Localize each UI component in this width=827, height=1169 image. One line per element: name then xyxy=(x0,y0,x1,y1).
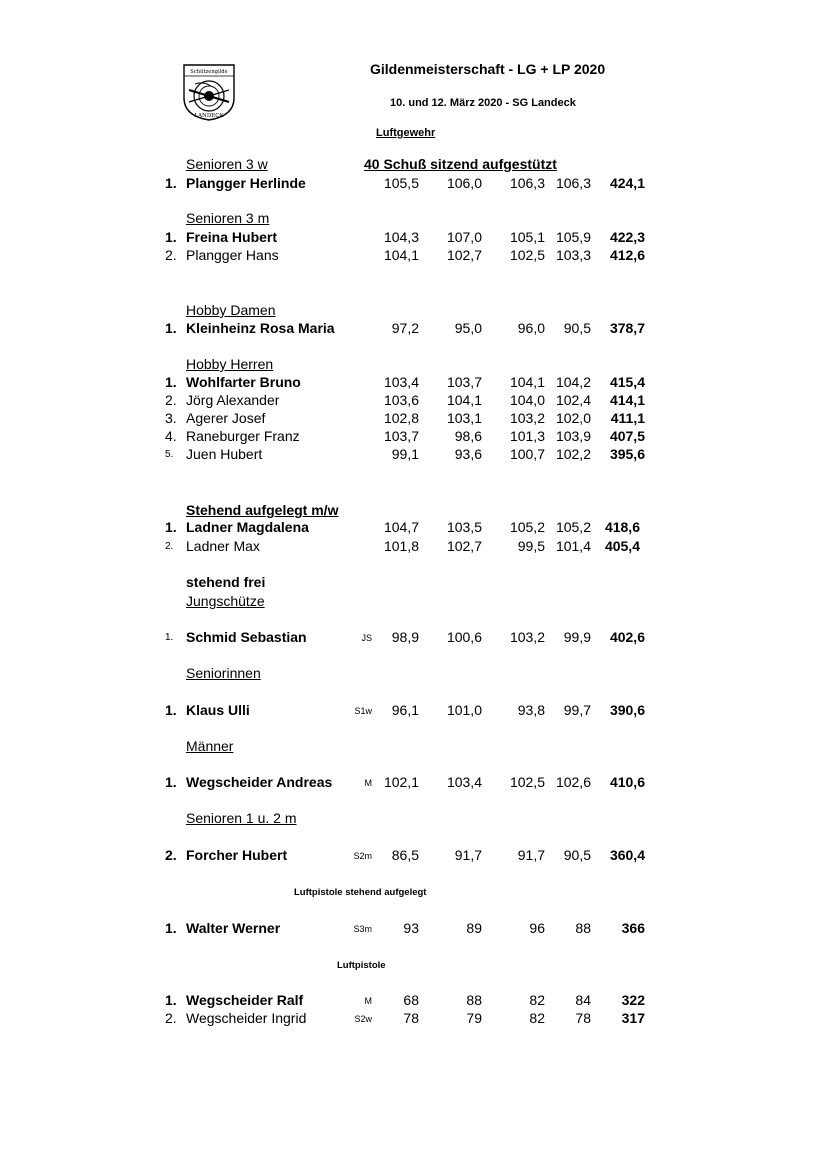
shooter-name: Juen Hubert xyxy=(186,446,263,462)
series-3: 105,2 xyxy=(509,519,545,535)
series-3: 101,3 xyxy=(509,428,545,444)
category-senioren-3w: Senioren 3 w xyxy=(186,156,268,172)
series-3: 103,2 xyxy=(509,410,545,426)
series-3: 93,8 xyxy=(517,702,545,718)
shooter-name: Klaus Ulli xyxy=(186,702,250,718)
total-score: 317 xyxy=(621,1010,645,1026)
rank: 4. xyxy=(165,428,177,444)
shooter-name: Agerer Josef xyxy=(186,410,266,426)
series-2: 88 xyxy=(466,992,482,1008)
series-1: 103,7 xyxy=(383,428,419,444)
series-4: 102,0 xyxy=(555,410,591,426)
club-logo xyxy=(181,62,237,122)
series-4: 88 xyxy=(575,920,591,936)
discipline-headline: 40 Schuß sitzend aufgestützt xyxy=(364,156,557,172)
total-score: 407,5 xyxy=(609,428,645,444)
category-maenner: Männer xyxy=(186,738,234,754)
series-2: 103,1 xyxy=(446,410,482,426)
series-3: 100,7 xyxy=(509,446,545,462)
series-1: 102,8 xyxy=(383,410,419,426)
series-4: 102,2 xyxy=(555,446,591,462)
series-4: 99,9 xyxy=(563,629,591,645)
series-4: 99,7 xyxy=(563,702,591,718)
class-code: M xyxy=(364,996,372,1006)
class-code: S1w xyxy=(354,706,372,716)
total-score: 418,6 xyxy=(604,519,640,535)
total-score: 360,4 xyxy=(609,847,645,863)
series-2: 98,6 xyxy=(454,428,482,444)
rank: 1. xyxy=(165,374,177,390)
rank: 1. xyxy=(165,920,177,936)
series-4: 102,4 xyxy=(555,392,591,408)
rank: 1. xyxy=(165,702,177,718)
result-row xyxy=(0,538,827,556)
result-row xyxy=(0,992,827,1010)
series-2: 103,4 xyxy=(446,774,482,790)
series-3: 104,0 xyxy=(509,392,545,408)
series-1: 99,1 xyxy=(391,446,419,462)
shooter-name: Raneburger Franz xyxy=(186,428,300,444)
result-row xyxy=(0,247,827,265)
series-3: 104,1 xyxy=(509,374,545,390)
series-1: 96,1 xyxy=(391,702,419,718)
section-luftpistole: Luftpistole xyxy=(337,960,386,971)
shooter-name: Wohlfarter Bruno xyxy=(186,374,301,390)
series-4: 101,4 xyxy=(555,538,591,554)
category-senioren-1-2m: Senioren 1 u. 2 m xyxy=(186,810,297,826)
section-luftgewehr: Luftgewehr xyxy=(376,127,436,139)
shooter-name: Jörg Alexander xyxy=(186,392,280,408)
series-4: 105,9 xyxy=(555,229,591,245)
section-luftpistole-stehend: Luftpistole stehend aufgelegt xyxy=(294,887,427,898)
series-4: 84 xyxy=(575,992,591,1008)
result-row xyxy=(0,410,827,428)
series-2: 101,0 xyxy=(446,702,482,718)
rank: 2. xyxy=(165,1010,177,1026)
series-1: 93 xyxy=(403,920,419,936)
shooter-name: Forcher Hubert xyxy=(186,847,288,863)
class-code: S2m xyxy=(353,851,372,861)
result-row xyxy=(0,920,827,938)
series-1: 78 xyxy=(403,1010,419,1026)
total-score: 378,7 xyxy=(609,320,645,336)
series-3: 102,5 xyxy=(509,774,545,790)
series-2: 103,5 xyxy=(446,519,482,535)
series-3: 96,0 xyxy=(517,320,545,336)
series-4: 78 xyxy=(575,1010,591,1026)
rank: 1. xyxy=(165,992,177,1008)
total-score: 322 xyxy=(621,992,645,1008)
category-stehend-frei: stehend frei xyxy=(186,574,266,590)
series-1: 86,5 xyxy=(391,847,419,863)
series-3: 106,3 xyxy=(509,175,545,191)
total-score: 390,6 xyxy=(609,702,645,718)
series-1: 103,4 xyxy=(383,374,419,390)
series-3: 82 xyxy=(529,1010,545,1026)
series-3: 105,1 xyxy=(509,229,545,245)
result-row xyxy=(0,629,827,647)
shooter-name: Wegscheider Andreas xyxy=(186,774,333,790)
result-row xyxy=(0,320,827,338)
shooter-name: Plangger Hans xyxy=(186,247,279,263)
rank: 3. xyxy=(165,410,177,426)
series-1: 104,3 xyxy=(383,229,419,245)
series-4: 103,9 xyxy=(555,428,591,444)
category-jungschuetze: Jungschütze xyxy=(186,593,265,609)
series-3: 99,5 xyxy=(517,538,545,554)
total-score: 402,6 xyxy=(609,629,645,645)
shooter-name: Ladner Max xyxy=(186,538,260,554)
total-score: 405,4 xyxy=(604,538,640,554)
total-score: 395,6 xyxy=(609,446,645,462)
series-1: 68 xyxy=(403,992,419,1008)
rank: 1. xyxy=(165,519,177,535)
series-1: 97,2 xyxy=(391,320,419,336)
series-4: 90,5 xyxy=(563,847,591,863)
shooter-name: Walter Werner xyxy=(186,920,281,936)
result-row xyxy=(0,374,827,392)
total-score: 422,3 xyxy=(609,229,645,245)
rank: 2. xyxy=(165,392,177,408)
series-3: 96 xyxy=(529,920,545,936)
series-2: 107,0 xyxy=(446,229,482,245)
series-2: 103,7 xyxy=(446,374,482,390)
result-row xyxy=(0,847,827,865)
rank: 1. xyxy=(165,320,177,336)
rank: 1. xyxy=(165,229,177,245)
result-row xyxy=(0,702,827,720)
result-row xyxy=(0,229,827,247)
total-score: 366 xyxy=(621,920,645,936)
category-stehend-aufgelegt: Stehend aufgelegt m/w xyxy=(186,502,339,518)
total-score: 424,1 xyxy=(609,175,645,191)
series-3: 82 xyxy=(529,992,545,1008)
series-4: 104,2 xyxy=(555,374,591,390)
series-2: 93,6 xyxy=(454,446,482,462)
series-4: 105,2 xyxy=(555,519,591,535)
series-2: 79 xyxy=(466,1010,482,1026)
class-code: JS xyxy=(361,633,372,643)
total-score: 410,6 xyxy=(609,774,645,790)
rank: 1. xyxy=(165,175,177,191)
shooter-name: Wegscheider Ralf xyxy=(186,992,304,1008)
class-code: S2w xyxy=(354,1014,372,1024)
shooter-name: Plangger Herlinde xyxy=(186,175,306,191)
rank: 2. xyxy=(165,847,177,863)
series-1: 105,5 xyxy=(383,175,419,191)
result-row xyxy=(0,392,827,410)
category-senioren-3m: Senioren 3 m xyxy=(186,210,270,226)
result-row xyxy=(0,428,827,446)
series-1: 104,7 xyxy=(383,519,419,535)
rank: 1. xyxy=(165,632,174,643)
category-seniorinnen: Seniorinnen xyxy=(186,665,261,681)
total-score: 415,4 xyxy=(609,374,645,390)
class-code: S3m xyxy=(353,924,372,934)
total-score: 414,1 xyxy=(609,392,645,408)
series-4: 102,6 xyxy=(555,774,591,790)
shooter-name: Ladner Magdalena xyxy=(186,519,309,535)
series-2: 89 xyxy=(466,920,482,936)
page-subtitle: 10. und 12. März 2020 - SG Landeck xyxy=(390,97,576,109)
rank: 1. xyxy=(165,774,177,790)
result-row xyxy=(0,1010,827,1028)
series-4: 106,3 xyxy=(555,175,591,191)
rank: 5. xyxy=(165,449,174,460)
series-1: 103,6 xyxy=(383,392,419,408)
series-1: 101,8 xyxy=(383,538,419,554)
logo-text-bottom: LANDECK xyxy=(194,113,224,119)
series-2: 91,7 xyxy=(454,847,482,863)
series-1: 98,9 xyxy=(391,629,419,645)
total-score: 411,1 xyxy=(610,410,645,426)
series-2: 104,1 xyxy=(446,392,482,408)
total-score: 412,6 xyxy=(609,247,645,263)
shooter-name: Wegscheider Ingrid xyxy=(186,1010,307,1026)
series-3: 103,2 xyxy=(509,629,545,645)
shooter-name: Schmid Sebastian xyxy=(186,629,307,645)
series-2: 106,0 xyxy=(446,175,482,191)
series-2: 102,7 xyxy=(446,247,482,263)
rank: 2. xyxy=(165,541,174,552)
series-4: 90,5 xyxy=(563,320,591,336)
result-row xyxy=(0,519,827,537)
series-2: 102,7 xyxy=(446,538,482,554)
result-row xyxy=(0,774,827,792)
category-hobby-herren: Hobby Herren xyxy=(186,356,274,372)
series-2: 100,6 xyxy=(446,629,482,645)
rank: 2. xyxy=(165,247,177,263)
class-code: M xyxy=(364,778,372,788)
shooter-name: Kleinheinz Rosa Maria xyxy=(186,320,335,336)
series-3: 91,7 xyxy=(517,847,545,863)
series-1: 102,1 xyxy=(383,774,419,790)
page-title: Gildenmeisterschaft - LG + LP 2020 xyxy=(370,61,606,77)
series-1: 104,1 xyxy=(383,247,419,263)
category-hobby-damen: Hobby Damen xyxy=(186,302,276,318)
result-row xyxy=(0,175,827,193)
series-2: 95,0 xyxy=(454,320,482,336)
shooter-name: Freina Hubert xyxy=(186,229,278,245)
series-4: 103,3 xyxy=(555,247,591,263)
result-row xyxy=(0,446,827,464)
series-3: 102,5 xyxy=(509,247,545,263)
logo-text-top: Schützengilde xyxy=(190,69,228,75)
